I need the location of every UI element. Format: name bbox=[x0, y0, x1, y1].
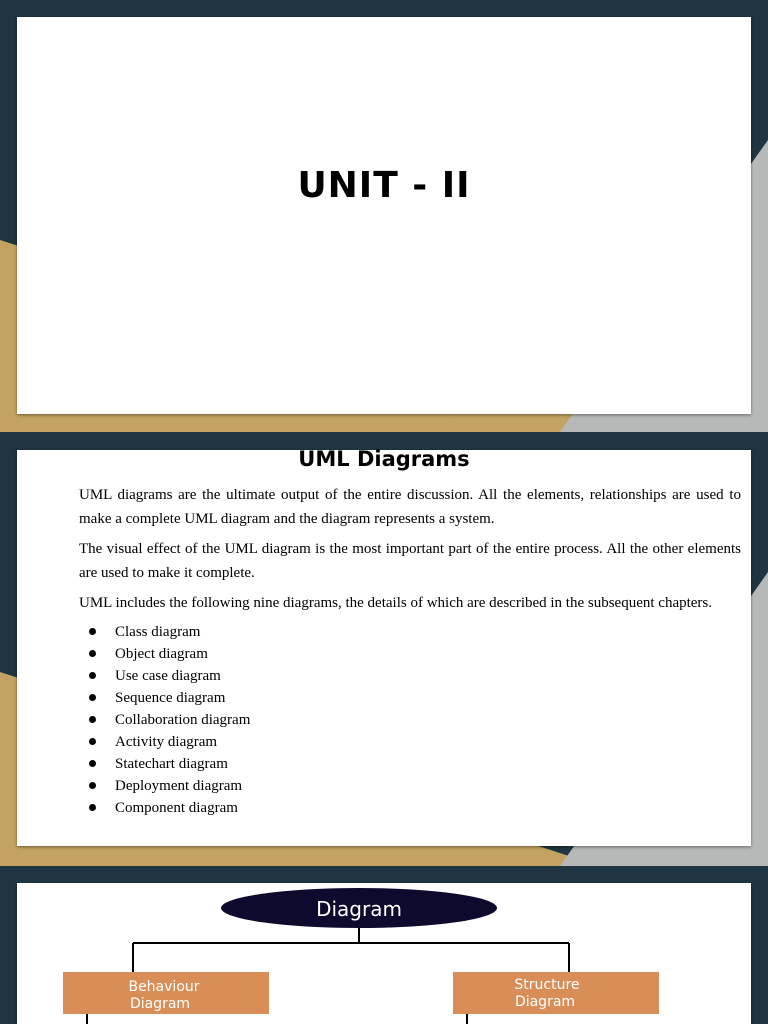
structure-label-line2: Diagram bbox=[514, 994, 576, 1010]
diagram-tree bbox=[17, 883, 751, 1024]
bullet-icon bbox=[89, 628, 96, 635]
bullet-icon bbox=[89, 760, 96, 767]
behaviour-label-line2: Diagram bbox=[129, 996, 191, 1012]
slide-diagram-tree bbox=[17, 883, 751, 1024]
bullet-icon bbox=[89, 650, 96, 657]
list-item bbox=[79, 665, 741, 687]
list-item bbox=[79, 709, 741, 731]
bullet-icon bbox=[89, 672, 96, 679]
bullet-icon bbox=[89, 716, 96, 723]
slide-frame-2 bbox=[0, 432, 768, 866]
body-text bbox=[79, 483, 741, 819]
bullet-icon bbox=[89, 804, 96, 811]
paragraph-3: UML includes the following nine diagrams, the details of which are described in the subsequent chapters. bbox=[79, 595, 713, 611]
list-item bbox=[79, 643, 741, 665]
list-item bbox=[79, 775, 741, 797]
slide-title-card bbox=[17, 17, 751, 414]
section-title: UML Diagrams bbox=[298, 447, 470, 471]
list-item-label: Deployment diagram bbox=[115, 778, 243, 794]
slide-frame-1 bbox=[0, 0, 768, 432]
list-item-label: Class diagram bbox=[115, 624, 201, 640]
slide-uml-diagrams bbox=[17, 447, 751, 846]
list-item-label: Use case diagram bbox=[115, 668, 221, 684]
list-item-label: Object diagram bbox=[115, 646, 208, 662]
bullet-icon bbox=[89, 694, 96, 701]
root-node-label: Diagram bbox=[316, 897, 402, 921]
paragraph-1: UML diagrams are the ultimate output of the entire discussion. All the elements, relationships are used to make a complete UML diagram and the diagram represents a system. bbox=[79, 487, 741, 527]
paragraph-2: The visual effect of the UML diagram is the most important part of the entire process. All the other elements are used to make it complete. bbox=[79, 541, 741, 581]
structure-label-line1: Structure bbox=[514, 977, 580, 993]
list-item-label: Statechart diagram bbox=[115, 756, 228, 772]
list-item bbox=[79, 731, 741, 753]
slide-frame-3 bbox=[0, 866, 768, 1024]
list-item-label: Sequence diagram bbox=[115, 690, 226, 706]
list-item bbox=[79, 753, 741, 775]
list-item-label: Collaboration diagram bbox=[115, 712, 251, 728]
list-item bbox=[79, 621, 741, 643]
list-item bbox=[79, 687, 741, 709]
list-item-label: Activity diagram bbox=[115, 734, 218, 750]
diagram-list bbox=[79, 621, 741, 819]
behaviour-label-line1: Behaviour bbox=[128, 979, 200, 995]
list-item-label: Component diagram bbox=[115, 800, 238, 816]
bullet-icon bbox=[89, 738, 96, 745]
unit-title: UNIT - II bbox=[297, 165, 471, 206]
list-item bbox=[79, 797, 741, 819]
bullet-icon bbox=[89, 782, 96, 789]
